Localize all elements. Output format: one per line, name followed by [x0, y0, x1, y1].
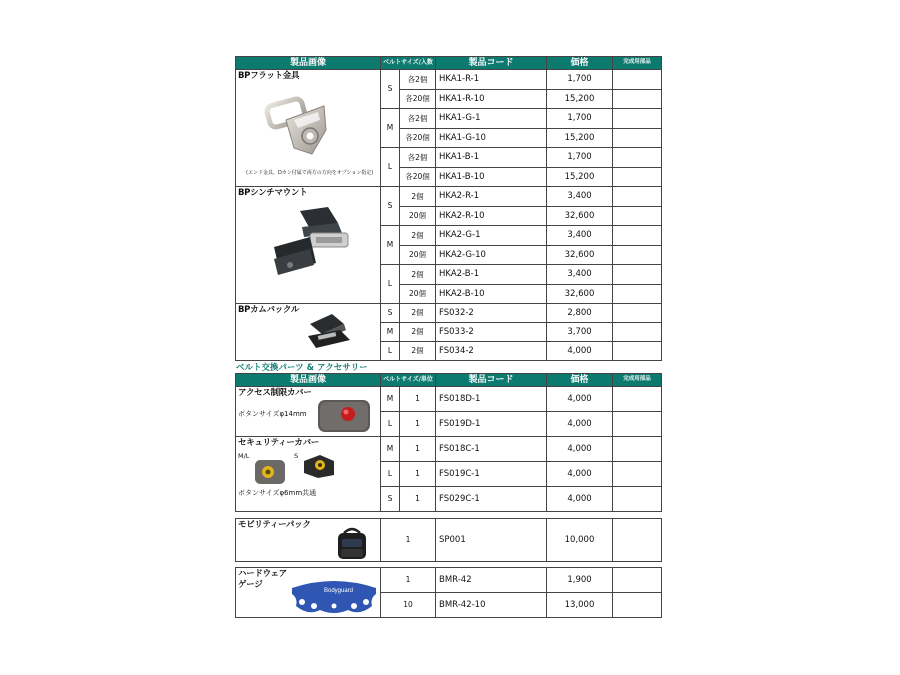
qty-cell: 10 — [381, 593, 436, 618]
qty-cell: 2個 — [400, 342, 436, 361]
header-price: 価格 — [547, 57, 613, 70]
qty-cell: 各20個 — [400, 128, 436, 148]
table-row — [236, 519, 662, 562]
price-cell: 10,000 — [547, 519, 613, 562]
code-cell: HKA1-B-10 — [436, 167, 547, 187]
price-cell: 13,000 — [547, 593, 613, 618]
code-cell: HKA1-G-10 — [436, 128, 547, 148]
security-cover-s-image — [302, 453, 336, 479]
size-label-s: S — [294, 452, 299, 460]
price-cell: 3,400 — [547, 226, 613, 246]
price-cell: 1,900 — [547, 568, 613, 593]
code-cell: HKA1-G-1 — [436, 109, 547, 129]
price-cell: 4,000 — [547, 487, 613, 512]
access-cover-image — [316, 398, 372, 434]
qty-cell: 2個 — [400, 304, 436, 323]
metal-buckle-image — [264, 90, 334, 162]
qty-cell: 各2個 — [400, 70, 436, 90]
header-price: 価格 — [547, 374, 613, 387]
parts-cell — [613, 70, 662, 90]
parts-cell — [613, 167, 662, 187]
product-name: モビリティーパック — [238, 520, 311, 530]
parts-cell — [613, 304, 662, 323]
size-cell: L — [381, 342, 400, 361]
size-cell: M — [381, 109, 400, 148]
parts-cell — [613, 342, 662, 361]
product-cell-bp-cam — [236, 304, 381, 361]
qty-cell: 各20個 — [400, 167, 436, 187]
price-cell: 2,800 — [547, 304, 613, 323]
product-name: BPフラット金具 — [238, 71, 300, 81]
qty-cell: 2個 — [400, 323, 436, 342]
parts-cell — [613, 265, 662, 285]
header-parts: 完成用部品 — [613, 57, 662, 70]
table-header-row — [236, 57, 662, 70]
table-row — [236, 70, 662, 90]
qty-cell: 各2個 — [400, 148, 436, 168]
qty-cell: 2個 — [400, 187, 436, 207]
size-cell: S — [381, 187, 400, 226]
parts-cell — [613, 437, 662, 462]
size-cell: S — [381, 487, 400, 512]
price-cell: 4,000 — [547, 462, 613, 487]
table-row — [236, 187, 662, 207]
product-cell-bp-flat — [236, 70, 381, 187]
qty-cell: 2個 — [400, 265, 436, 285]
qty-cell: 20個 — [400, 284, 436, 304]
price-cell: 15,200 — [547, 167, 613, 187]
code-cell: FS019C-1 — [436, 462, 547, 487]
product-name-line2: ゲージ — [238, 580, 263, 590]
qty-cell: 20個 — [400, 245, 436, 265]
product-cell-security-cover — [236, 437, 381, 512]
header-size: ベルトサイズ/入数 — [381, 57, 436, 70]
qty-cell: 1 — [400, 387, 436, 412]
code-cell: FS018D-1 — [436, 387, 547, 412]
size-cell: L — [381, 265, 400, 304]
price-cell: 4,000 — [547, 342, 613, 361]
parts-cell — [613, 487, 662, 512]
qty-cell: 1 — [400, 437, 436, 462]
code-cell: SP001 — [436, 519, 547, 562]
size-cell: M — [381, 437, 400, 462]
code-cell: FS029C-1 — [436, 487, 547, 512]
price-cell: 32,600 — [547, 284, 613, 304]
parts-cell — [613, 226, 662, 246]
qty-cell: 1 — [381, 568, 436, 593]
product-name-line1: ハードウェア — [238, 569, 287, 579]
price-cell: 32,600 — [547, 245, 613, 265]
parts-cell — [613, 245, 662, 265]
price-cell: 3,400 — [547, 187, 613, 207]
product-table-mobility — [235, 518, 662, 562]
code-cell: HKA2-B-10 — [436, 284, 547, 304]
size-cell: S — [381, 304, 400, 323]
table-header-row — [236, 374, 662, 387]
price-cell: 1,700 — [547, 148, 613, 168]
header-code: 製品コード — [436, 374, 547, 387]
parts-cell — [613, 412, 662, 437]
header-image: 製品画像 — [236, 374, 381, 387]
security-cover-ml-image — [254, 459, 286, 485]
size-cell: M — [381, 226, 400, 265]
qty-cell: 20個 — [400, 206, 436, 226]
table-row — [236, 437, 662, 462]
price-cell: 3,700 — [547, 323, 613, 342]
parts-cell — [613, 187, 662, 207]
size-cell: S — [381, 70, 400, 109]
table-row — [236, 304, 662, 323]
table-row — [236, 387, 662, 412]
code-cell: FS018C-1 — [436, 437, 547, 462]
qty-cell: 1 — [400, 487, 436, 512]
parts-cell — [613, 593, 662, 618]
cinch-mount-image — [270, 203, 356, 281]
qty-cell: 各2個 — [400, 109, 436, 129]
product-cell-gauge — [236, 568, 381, 618]
price-cell: 3,400 — [547, 265, 613, 285]
parts-cell — [613, 206, 662, 226]
price-cell: 4,000 — [547, 387, 613, 412]
code-cell: FS019D-1 — [436, 412, 547, 437]
hardware-gauge-image — [288, 576, 380, 616]
parts-cell — [613, 89, 662, 109]
mobility-pack-image — [332, 525, 372, 561]
code-cell: FS034-2 — [436, 342, 547, 361]
product-name: BPカムバックル — [238, 305, 300, 315]
product-note: ボタンサイズφ14mm — [238, 410, 307, 418]
parts-cell — [613, 148, 662, 168]
size-cell: L — [381, 412, 400, 437]
parts-cell — [613, 568, 662, 593]
code-cell: HKA2-R-10 — [436, 206, 547, 226]
parts-cell — [613, 462, 662, 487]
parts-cell — [613, 284, 662, 304]
product-table-gauge — [235, 567, 662, 618]
code-cell: HKA2-G-10 — [436, 245, 547, 265]
gauge-brand-logo: Bodyguard — [324, 588, 354, 594]
parts-cell — [613, 323, 662, 342]
size-cell: L — [381, 462, 400, 487]
cam-buckle-image — [304, 310, 356, 354]
code-cell: BMR-42 — [436, 568, 547, 593]
size-cell: M — [381, 323, 400, 342]
parts-cell — [613, 387, 662, 412]
parts-cell — [613, 519, 662, 562]
qty-cell: 1 — [400, 462, 436, 487]
size-cell: L — [381, 148, 400, 187]
header-code: 製品コード — [436, 57, 547, 70]
code-cell: BMR-42-10 — [436, 593, 547, 618]
price-cell: 4,000 — [547, 412, 613, 437]
size-cell: M — [381, 387, 400, 412]
qty-cell: 各20個 — [400, 89, 436, 109]
price-cell: 15,200 — [547, 128, 613, 148]
price-cell: 32,600 — [547, 206, 613, 226]
code-cell: HKA2-B-1 — [436, 265, 547, 285]
qty-cell: 2個 — [400, 226, 436, 246]
code-cell: FS032-2 — [436, 304, 547, 323]
price-cell: 4,000 — [547, 437, 613, 462]
parts-cell — [613, 109, 662, 129]
qty-cell: 1 — [400, 412, 436, 437]
product-cell-access-cover — [236, 387, 381, 437]
price-cell: 1,700 — [547, 109, 613, 129]
code-cell: HKA2-G-1 — [436, 226, 547, 246]
table-row — [236, 568, 662, 593]
size-label-ml: M/L — [238, 452, 250, 460]
product-name: セキュリティーカバー — [238, 438, 319, 448]
header-image: 製品画像 — [236, 57, 381, 70]
product-note: (エンド金具、Dカン付属で両方の方向をオプション指定) — [246, 170, 374, 176]
code-cell: HKA2-R-1 — [436, 187, 547, 207]
product-table-1 — [235, 56, 662, 361]
product-cell-bp-cinch — [236, 187, 381, 304]
price-cell: 1,700 — [547, 70, 613, 90]
section-title: ベルト交換パーツ & アクセサリー — [236, 363, 368, 373]
header-size: ベルトサイズ/単位 — [381, 374, 436, 387]
product-table-2 — [235, 373, 662, 512]
code-cell: FS033-2 — [436, 323, 547, 342]
code-cell: HKA1-B-1 — [436, 148, 547, 168]
parts-cell — [613, 128, 662, 148]
qty-cell: 1 — [381, 519, 436, 562]
product-note: ボタンサイズφ6mm共通 — [238, 489, 317, 497]
header-parts: 完成用部品 — [613, 374, 662, 387]
price-cell: 15,200 — [547, 89, 613, 109]
product-name: アクセス制限カバー — [238, 388, 312, 398]
product-name: BPシンチマウント — [238, 188, 308, 198]
product-cell-mobility — [236, 519, 381, 562]
code-cell: HKA1-R-10 — [436, 89, 547, 109]
code-cell: HKA1-R-1 — [436, 70, 547, 90]
